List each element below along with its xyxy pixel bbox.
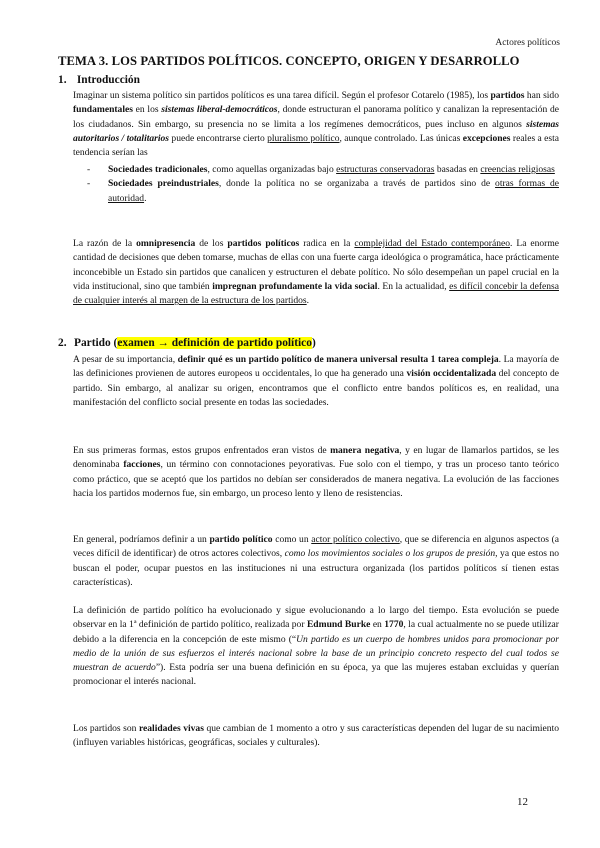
section-1-title: Introducción [76, 74, 140, 86]
section-2-heading: 2. Partido (examen → definición de partido político) [58, 337, 316, 349]
page-number: 12 [517, 796, 528, 808]
partido-paragraph-5: Los partidos son realidades vivas que cambian de 1 momento a otro y sus características dependen del lugar de su nacimiento (influyen variables históricas, geográficas, sociales y culturales). [73, 723, 559, 749]
intro-paragraph-2: La razón de la omnipresencia de los partidos políticos radica en la complejidad del Estado contemporáneo. La enorme cantidad de decisiones que deben tomarse, muchas de ellas con una fuerte carga ideológica o programática, hace prácticamente inconcebible un Estado sin partidos que canalicen y estructuren el debate político. No sólo desempeñan un papel crucial en la vida institucional, sino que también impregnan profundamente la vida social. En la actualidad, es difícil concebir la defensa de cualquier interés al margen de la estructura de los partidos. [73, 238, 560, 307]
running-header: Actores políticos [495, 38, 560, 48]
exceptions-list [73, 163, 559, 206]
section-2-number: 2. [58, 337, 67, 349]
list-item: - Sociedades preindustriales, donde la política no se organizaba a través de partidos sino de otras formas de autoridad. [87, 178, 559, 204]
page-title: TEMA 3. LOS PARTIDOS POLÍTICOS. CONCEPTO, ORIGEN Y DESARROLLO [58, 54, 520, 68]
intro-paragraph-1: Imaginar un sistema político sin partidos políticos es una tarea difícil. Según el profesor Cotarelo (1985), los partidos han sido fundamentales en los sistemas liberal-democráticos, donde estructuran el panorama político y canalizan la representación de los ciudadanos. Sin embargo, su presencia no se limita a los regímenes democráticos, pues incluso en algunos sistemas autoritarios / totalitarios puede encontrarse cierto pluralismo político, aunque controlado. Las únicas excepciones reales a esta tendencia serían las [73, 90, 560, 159]
section-1-number: 1. [58, 74, 67, 86]
partido-paragraph-2: En sus primeras formas, estos grupos enfrentados eran vistos de manera negativa, y en lugar de llamarlos partidos, se les denominaba facciones, un término con connotaciones peyorativas. Fue solo con el tiempo, y tras un proceso tanto teórico como práctico, que se aceptó que los partidos no debían ser considerados de manera negativa. La evolución de las facciones hacia los partidos modernos fue, sin embargo, un proceso lento y lleno de resistencias. [73, 445, 559, 499]
partido-paragraph-3: En general, podríamos definir a un partido político como un actor político colectivo, que se diferencia en algunos aspectos (a veces difícil de identificar) de otros actores colectivos, como los movimientos sociales o los grupos de presión, ya que estos no buscan el poder, ocupar puestos en las instituciones ni una estructura organizada (los partidos políticos sí tienen estas características). [73, 534, 559, 588]
section-1-heading [58, 74, 140, 86]
list-item: - Sociedades tradicionales, como aquellas organizadas bajo estructuras conservadoras basadas en creencias religiosas [87, 164, 555, 175]
partido-paragraph-1: A pesar de su importancia, definir qué es un partido político de manera universal resulta 1 tarea compleja. La mayoría de las definiciones provienen de autores europeos u occidentales, lo que ha generado una visión occidentalizada del concepto de partido. Sin embargo, al analizar su origen, encontramos que el conflicto entre bandos políticos es, en realidad, una manifestación del conflicto social presente en todas las sociedades. [73, 354, 560, 408]
partido-paragraph-4: La definición de partido político ha evolucionado y sigue evolucionando a lo largo del tiempo. Esta evolución se puede observar en la 1ª definición de partido político, realizada por Edmund Burke en 1770, la cual actualmente no se puede utilizar debido a la diferencia en la concepción de este mismo (“Un partido es un cuerpo de hombres unidos para promocionar por medio de la unión de sus esfuerzos el interés nacional sobre la base de un principio concreto respecto del cual todos se muestran de acuerdo”). Esta podría ser una buena definición en su época, ya que las mujeres estaban excluidas y querían promocionar el interés nacional. [73, 605, 560, 688]
exam-highlight: examen → definición de partido político [117, 337, 312, 349]
